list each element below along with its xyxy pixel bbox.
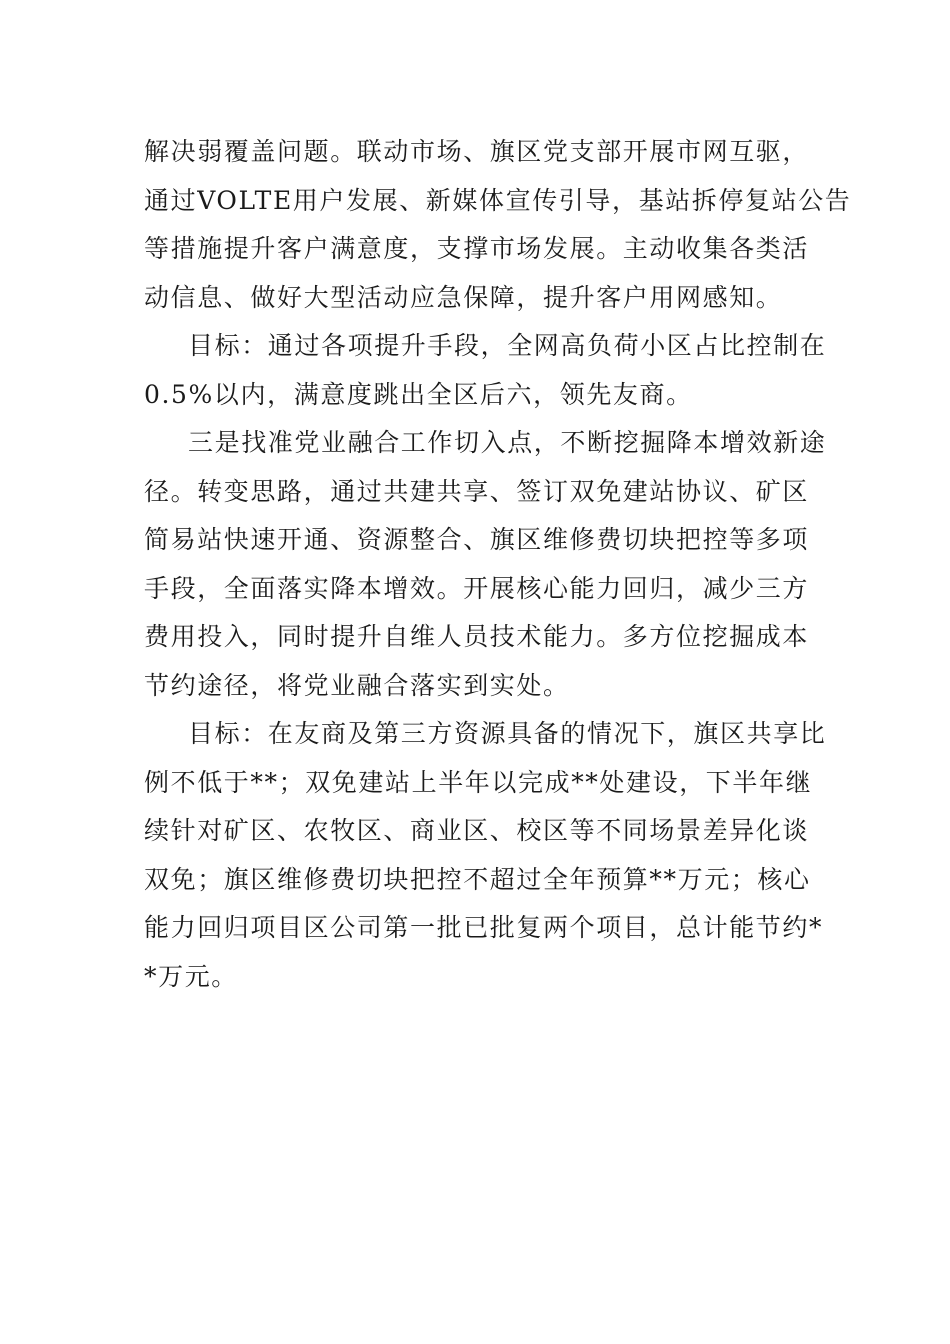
document-body (144, 128, 852, 1001)
text-line: 手段，全面落实降本增效。开展核心能力回归，减少三方 (144, 573, 810, 603)
text-line: 动信息、做好大型活动应急保障，提升客户用网感知。 (144, 282, 783, 312)
text-line: 通过VOLTE用户发展、新媒体宣传引导，基站拆停复站公告 (144, 185, 852, 215)
text-line: 等措施提升客户满意度，支撑市场发展。主动收集各类活 (144, 234, 810, 263)
text-line: 目标：通过各项提升手段，全网高负荷小区占比控制在 (188, 331, 827, 360)
text-line: 双免；旗区维修费切块把控不超过全年预算**万元；核心 (144, 864, 811, 894)
text-line: *万元。 (144, 961, 238, 991)
text-line: 节约途径，将党业融合落实到实处。 (144, 670, 570, 700)
text-line: 径。转变思路，通过共建共享、签订双免建站协议、矿区 (144, 476, 810, 506)
text-line: 目标：在友商及第三方资源具备的情况下，旗区共享比 (188, 719, 827, 748)
text-line: 简易站快速开通、资源整合、旗区维修费切块把控等多项 (144, 525, 810, 554)
text-line: 费用投入，同时提升自维人员技术能力。多方位挖掘成本 (144, 622, 810, 651)
text-line: 0.5%以内，满意度跳出全区后六，领先友商。 (144, 379, 693, 409)
text-line: 能力回归项目区公司第一批已批复两个项目，总计能节约* (144, 913, 824, 942)
text-line: 三是找准党业融合工作切入点，不断挖掘降本增效新途 (188, 428, 827, 457)
text-line: 例不低于**；双免建站上半年以完成**处建设，下半年继 (144, 767, 813, 797)
text-line: 解决弱覆盖问题。联动市场、旗区党支部开展市网互驱， (144, 137, 810, 166)
text-line: 续针对矿区、农牧区、商业区、校区等不同场景差异化谈 (144, 816, 810, 845)
